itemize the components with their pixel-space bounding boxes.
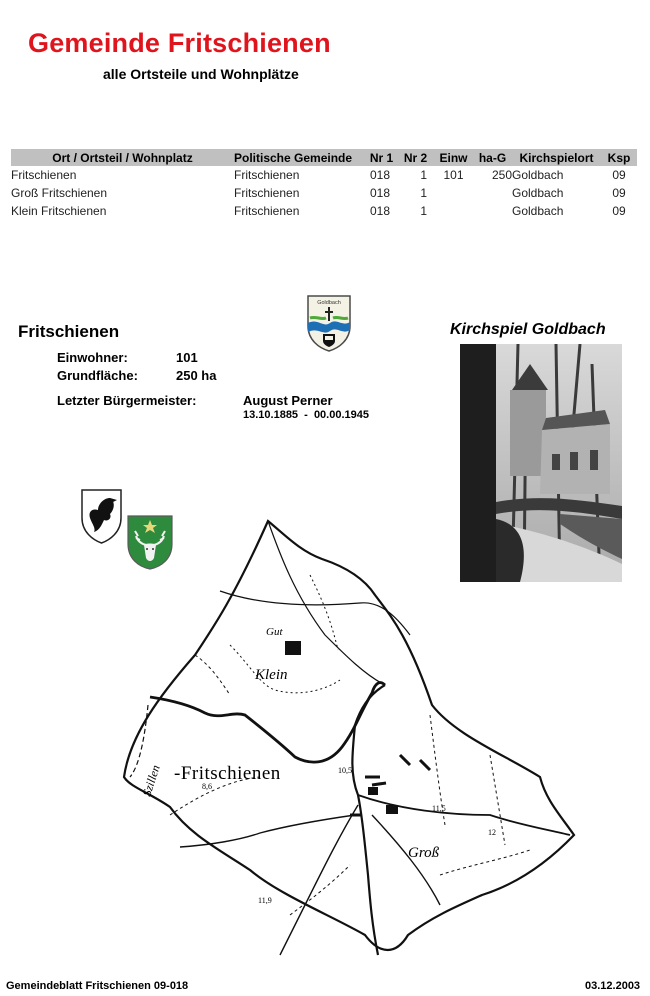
col-header-ksp: Ksp [601, 149, 637, 166]
footer-date: 03.12.2003 [585, 980, 641, 992]
table-row [11, 166, 637, 184]
area-value: 250 ha [176, 368, 217, 383]
map-label-szillen: Szillen [139, 763, 163, 798]
cell-ksp: 09 [612, 168, 626, 182]
residents-label: Einwohner: [57, 350, 128, 365]
mayor-label: Letzter Bürgermeister: [57, 393, 197, 408]
cell-kirchspielort: Goldbach [512, 186, 564, 200]
cell-ort: Groß Fritschienen [11, 186, 108, 200]
cell-kirchspielort: Goldbach [512, 168, 564, 182]
cell-gemeinde: Fritschienen [234, 168, 300, 182]
col-header-gemeinde: Politische Gemeinde [234, 149, 366, 166]
goldbach-crest-icon [306, 294, 352, 352]
map-label-gross: Groß [408, 845, 440, 861]
cell-nr1: 018 [369, 204, 390, 218]
map-label-fritschienen: -Fritschienen [174, 763, 281, 784]
kirchspiel-title: Kirchspiel Goldbach [450, 321, 606, 338]
cell-nr2: 1 [420, 204, 427, 218]
cell-kirchspielort: Goldbach [512, 204, 564, 218]
map-altitude: 10,5 [338, 766, 352, 775]
places-table [11, 149, 637, 220]
col-header-nr1: Nr 1 [366, 149, 397, 166]
place-name: Fritschienen [18, 322, 120, 341]
map-altitude: 12 [488, 828, 496, 837]
table-row [11, 202, 637, 220]
cell-gemeinde: Fritschienen [234, 186, 300, 200]
table-row [11, 184, 637, 202]
page-title: Gemeinde Fritschienen [28, 28, 331, 58]
cell-gemeinde: Fritschienen [234, 204, 300, 218]
map-altitude: 8,6 [202, 782, 212, 791]
cell-ha: 250 [491, 168, 512, 182]
cell-nr2: 1 [420, 168, 427, 182]
cell-ha [473, 184, 512, 202]
cell-ksp: 09 [612, 186, 626, 200]
cell-einw [434, 202, 473, 220]
area-label: Grundfläche: [57, 368, 138, 383]
page-subtitle: alle Ortsteile und Wohnplätze [103, 66, 299, 82]
cell-einw [434, 184, 473, 202]
cell-einw: 101 [443, 168, 464, 182]
crest-label: Goldbach [317, 300, 341, 306]
mayor-term: 13.10.1885 - 00.00.1945 [243, 409, 369, 421]
col-header-einw: Einw [434, 149, 473, 166]
map-label-gut: Gut [266, 626, 283, 638]
col-header-nr2: Nr 2 [397, 149, 434, 166]
cell-ort: Fritschienen [11, 168, 77, 182]
cell-nr1: 018 [369, 186, 390, 200]
cell-nr2: 1 [420, 186, 427, 200]
col-header-ort: Ort / Ortsteil / Wohnplatz [11, 149, 234, 166]
historical-map [110, 515, 580, 963]
map-altitude: 11,9 [258, 896, 272, 905]
cell-ha [473, 202, 512, 220]
cell-nr1: 018 [369, 168, 390, 182]
map-label-klein: Klein [255, 667, 288, 683]
table-header-row [11, 149, 637, 166]
residents-value: 101 [176, 350, 198, 365]
mayor-name: August Perner [243, 393, 333, 408]
footer-document-id: Gemeindeblatt Fritschienen 09-018 [6, 980, 189, 992]
cell-ort: Klein Fritschienen [11, 204, 107, 218]
map-altitude: 11,5 [432, 804, 446, 813]
col-header-ha: ha-G [473, 149, 512, 166]
cell-ksp: 09 [612, 204, 626, 218]
col-header-kirchspielort: Kirchspielort [512, 149, 601, 166]
